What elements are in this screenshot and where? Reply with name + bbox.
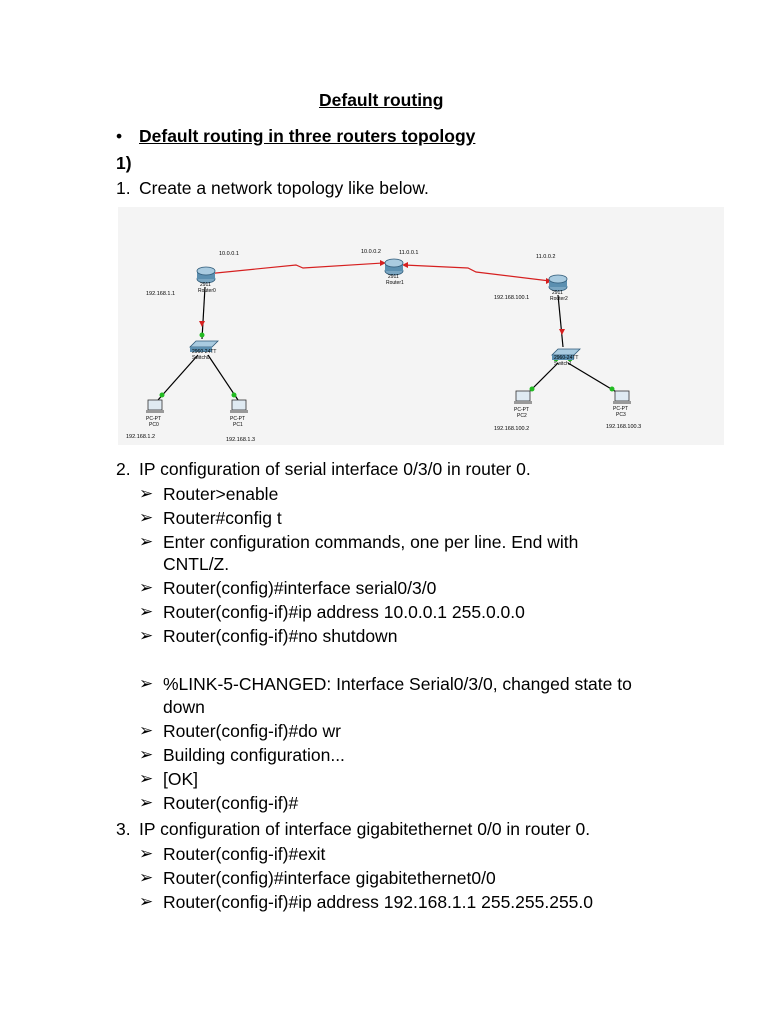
ip-label: 192.168.100.1 xyxy=(494,295,530,301)
pc0-icon xyxy=(146,400,164,413)
command-line: Router(config-if)#ip address 192.168.1.1 255.255.255.0 xyxy=(163,892,594,912)
step-number: 1. xyxy=(116,178,131,198)
arrow-bullet-icon: ➢ xyxy=(139,626,154,645)
step-number: 2. xyxy=(116,459,131,479)
device-label: 2911 xyxy=(200,282,211,288)
ip-label: 11.0.0.2 xyxy=(536,254,556,260)
command-line: Router>enable xyxy=(163,484,279,504)
ip-label: 192.168.1.3 xyxy=(226,437,256,443)
arrow-bullet-icon: ➢ xyxy=(139,844,154,863)
ip-label: 192.168.100.3 xyxy=(606,424,642,430)
ip-label: 192.168.100.2 xyxy=(494,426,530,432)
command-line-continued: CNTL/Z. xyxy=(163,554,230,574)
command-line: Building configuration... xyxy=(163,745,345,765)
device-label: PC0 xyxy=(149,422,159,428)
device-label: 2960-24TT xyxy=(554,355,579,361)
command-line: Router#config t xyxy=(163,508,282,528)
arrow-bullet-icon: ➢ xyxy=(139,868,154,887)
device-label: PC-PT xyxy=(230,416,245,422)
command-line: %LINK-5-CHANGED: Interface Serial0/3/0, changed state to xyxy=(163,674,632,694)
command-line: Router(config-if)#ip address 10.0.0.1 255.0.0.0 xyxy=(163,602,525,622)
arrow-bullet-icon: ➢ xyxy=(139,508,154,527)
device-label: PC3 xyxy=(616,412,626,418)
device-label: PC-PT xyxy=(514,407,529,413)
pc1-icon xyxy=(230,400,248,413)
command-line: Router(config-if)#do wr xyxy=(163,721,341,741)
command-line: Router(config-if)#no shutdown xyxy=(163,626,398,646)
device-label: Router1 xyxy=(386,280,404,286)
bullet-dot: • xyxy=(116,126,123,146)
router0-icon xyxy=(197,267,215,283)
step-number: 3. xyxy=(116,819,131,839)
device-label: Switch1 xyxy=(554,361,572,367)
command-line: Router(config-if)# xyxy=(163,793,299,813)
ip-label: 192.168.1.2 xyxy=(126,434,156,440)
ip-label: 10.0.0.2 xyxy=(361,249,381,255)
device-label: Switch0 xyxy=(192,355,210,361)
device-label: 2960-24TT xyxy=(192,349,217,355)
device-label: PC-PT xyxy=(613,406,628,412)
device-label: Router2 xyxy=(550,296,568,302)
command-line: Router(config)#interface serial0/3/0 xyxy=(163,578,437,598)
arrow-bullet-icon: ➢ xyxy=(139,721,154,740)
step-text: IP configuration of interface gigabitethernet 0/0 in router 0. xyxy=(139,819,591,839)
arrow-bullet-icon: ➢ xyxy=(139,769,154,788)
arrow-bullet-icon: ➢ xyxy=(139,674,154,693)
arrow-bullet-icon: ➢ xyxy=(139,892,154,911)
router2-icon xyxy=(549,275,567,291)
device-label: PC2 xyxy=(517,413,527,419)
device-label: Router0 xyxy=(198,288,216,294)
command-line: Enter configuration commands, one per line. End with xyxy=(163,532,579,552)
arrow-bullet-icon: ➢ xyxy=(139,578,154,597)
page-title: Default routing xyxy=(319,90,444,110)
command-line: [OK] xyxy=(163,769,199,789)
arrow-bullet-icon: ➢ xyxy=(139,532,154,551)
step-text: Create a network topology like below. xyxy=(139,178,429,198)
device-label: 2911 xyxy=(552,290,563,296)
command-line: Router(config-if)#exit xyxy=(163,844,326,864)
arrow-bullet-icon: ➢ xyxy=(139,484,154,503)
arrow-bullet-icon: ➢ xyxy=(139,793,154,812)
step-text: IP configuration of serial interface 0/3/0 in router 0. xyxy=(139,459,531,479)
section-heading: Default routing in three routers topology xyxy=(139,126,476,146)
arrow-bullet-icon: ➢ xyxy=(139,745,154,764)
pc3-icon xyxy=(613,391,631,404)
device-label: PC1 xyxy=(233,422,243,428)
command-line-continued: down xyxy=(163,697,205,717)
arrow-bullet-icon: ➢ xyxy=(139,602,154,621)
command-line: Router(config)#interface gigabitethernet0/0 xyxy=(163,868,496,888)
ip-label: 10.0.0.1 xyxy=(219,251,239,257)
device-label: PC-PT xyxy=(146,416,161,422)
diagram-background xyxy=(118,207,724,445)
pc2-icon xyxy=(514,391,532,404)
router1-icon xyxy=(385,259,403,275)
network-topology-diagram xyxy=(118,207,724,445)
device-label: 2911 xyxy=(388,274,399,280)
ip-label: 192.168.1.1 xyxy=(146,291,176,297)
ip-label: 11.0.0.1 xyxy=(399,250,419,256)
part-label: 1) xyxy=(116,153,132,173)
